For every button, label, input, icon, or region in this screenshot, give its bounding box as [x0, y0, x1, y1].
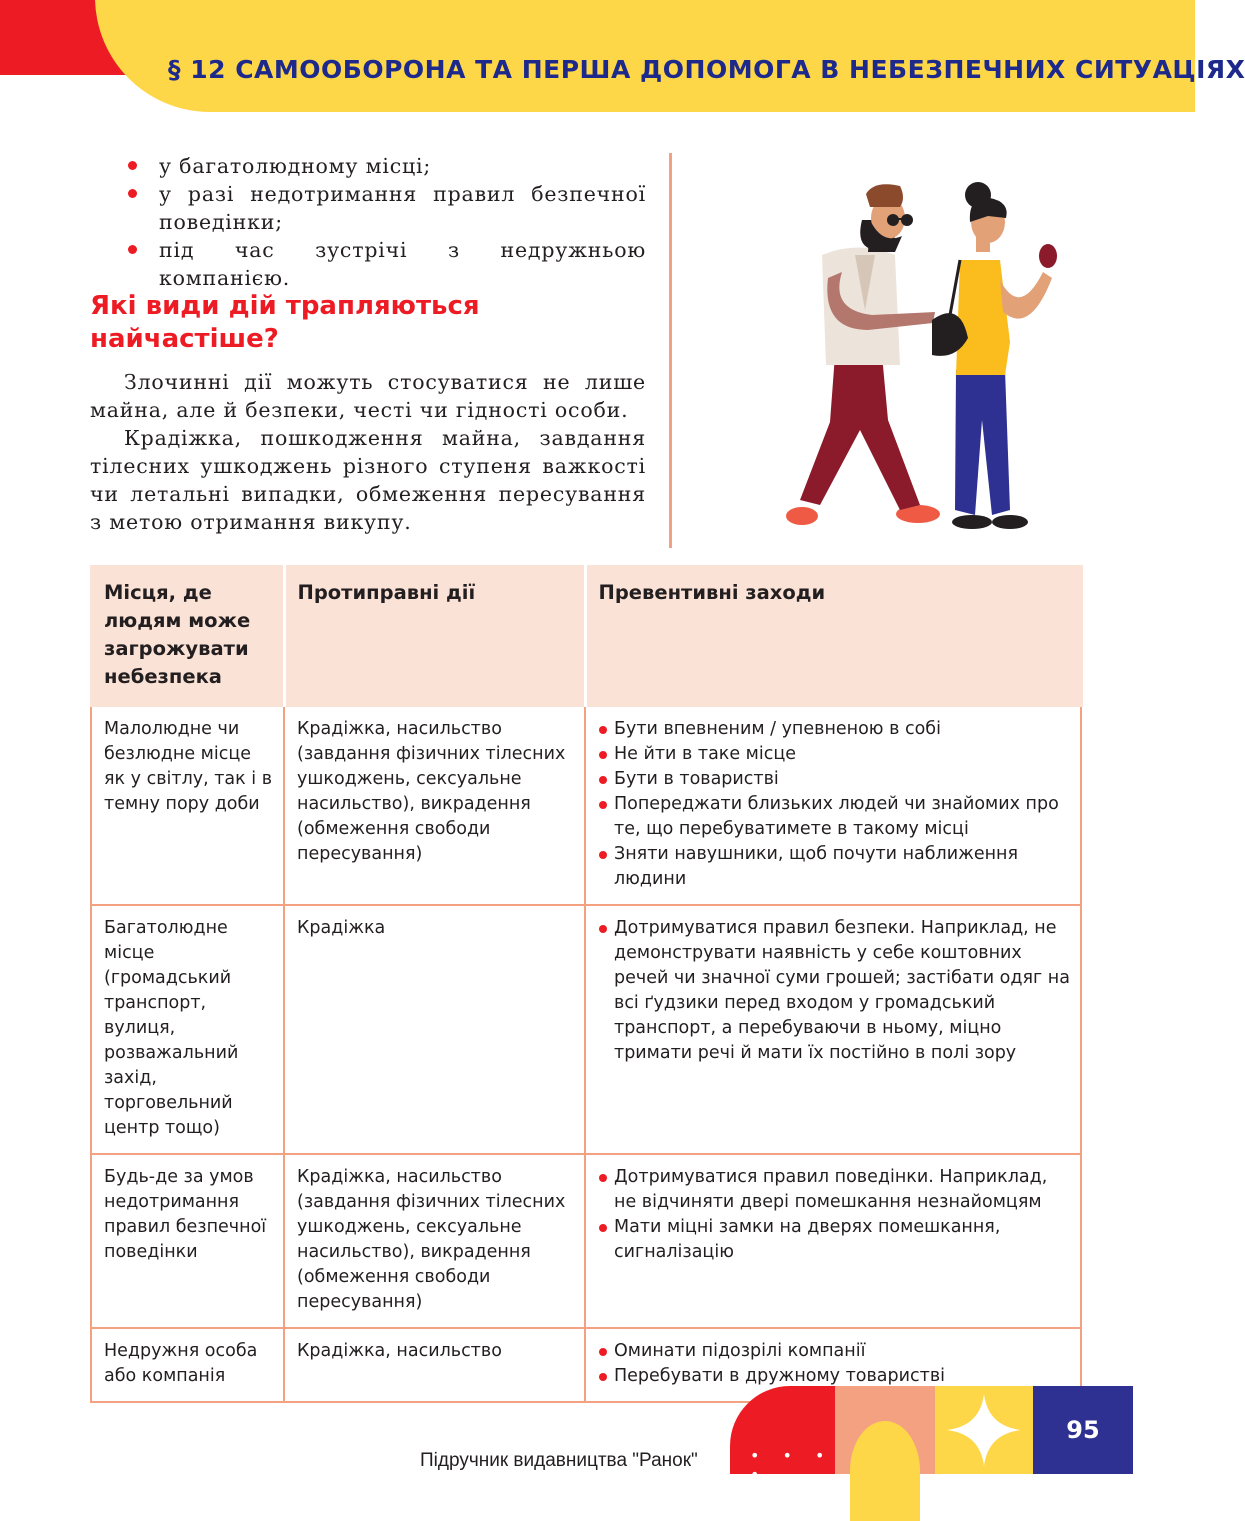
page-title: § 12 САМООБОРОНА ТА ПЕРША ДОПОМОГА В НЕБЕЗПЕЧНИХ СИТУАЦІЯХ: [168, 55, 1245, 84]
pickpocket-illustration: [760, 160, 1090, 540]
list-item: під час зустрічі з недружньою компанією.: [120, 236, 646, 292]
list-item: Дотримуватися правил поведінки. Наприклад, не відчиняти двері помешкання незнайомцям: [598, 1165, 1070, 1215]
list-item: Бути впевненим / упевненою в собі: [598, 717, 1070, 742]
list-item: Оминати підозрілі компанії: [598, 1339, 1070, 1364]
measures-cell: [585, 706, 1081, 905]
header-places: Місця, де людям може загрожувати небезпека: [91, 566, 284, 706]
shoe-icon: [786, 507, 818, 525]
section-heading: Які види дій трапляються найчастіше?: [90, 291, 480, 354]
actions-cell: Крадіжка: [284, 905, 585, 1154]
header-actions: Протиправні дії: [284, 566, 585, 706]
paragraph: Злочинні дії можуть стосуватися не лише майна, але й безпеки, честі чи гідності особи.: [90, 370, 646, 422]
paragraph: Крадіжка, пошкодження майна, завдання тілесних ушкоджень різного ступеня важкості чи летальні випадки, обмеження пересування з метою отримання викупу.: [90, 426, 646, 534]
list-item: Зняти навушники, щоб почути наближення людини: [598, 842, 1070, 892]
sparkle-icon: [935, 1386, 1033, 1474]
list-item: Не йти в таке місце: [598, 742, 1070, 767]
place-cell: Малолюдне чи безлюдне місце як у світлу, так і в темну пору доби: [91, 706, 284, 905]
footer-peach-block: [835, 1386, 935, 1474]
bullet-list: [120, 152, 646, 292]
actions-cell: Крадіжка, насильство: [284, 1328, 585, 1402]
list-item: у багатолюдному місці;: [120, 152, 646, 180]
list-item: Дотримуватися правил безпеки. Наприклад, не демонструвати наявність у себе коштовних речей чи значної суми грошей; застібати одяг на всі ґудзики перед входом у громадський транспорт, а перебуваючи в ньому, міцно тримати речі й мати їх постійно в полі зору: [598, 916, 1070, 1066]
list-item: Бути в товаристві: [598, 767, 1070, 792]
table-header-row: [91, 566, 1081, 706]
footer-decoration: [730, 1386, 1133, 1484]
footer-yellow-block: [935, 1386, 1033, 1474]
measures-cell: [585, 905, 1081, 1154]
actions-cell: Крадіжка, насильство (завдання фізичних тілесних ушкоджень, сексуальне насильство), викрадення (обмеження свободи пересування): [284, 706, 585, 905]
place-cell: Будь-де за умов недотримання правил безпечної поведінки: [91, 1154, 284, 1328]
list-item: у разі недотримання правил безпечної поведінки;: [120, 180, 646, 236]
risk-table: [90, 565, 1083, 1403]
table-row: [91, 1154, 1081, 1328]
measures-cell: [585, 1154, 1081, 1328]
place-cell: Недружня особа або компанія: [91, 1328, 284, 1402]
table-row: [91, 706, 1081, 905]
actions-cell: Крадіжка, насильство (завдання фізичних тілесних ушкоджень, сексуальне насильство), викрадення (обмеження свободи пересування): [284, 1154, 585, 1328]
footer-red-block: [730, 1386, 835, 1484]
table-row: [91, 905, 1081, 1154]
publisher-note: Підручник видавництва "Ранок": [420, 1450, 698, 1471]
list-item: Попереджати близьких людей чи знайомих про те, що перебуватимете в такому місці: [598, 792, 1070, 842]
list-item: Мати міцні замки на дверях помешкання, сигналізацію: [598, 1215, 1070, 1265]
column-divider: [669, 153, 672, 548]
place-cell: Багатолюдне місце (громадський транспорт, вулиця, розважальний захід, торговельний центр тощо): [91, 905, 284, 1154]
footer-dots: • • • •: [750, 1446, 834, 1484]
page-number: 95: [1033, 1386, 1133, 1474]
header-measures: Превентивні заходи: [585, 566, 1081, 706]
list-item: Перебувати в дружному товаристві: [598, 1364, 1070, 1389]
